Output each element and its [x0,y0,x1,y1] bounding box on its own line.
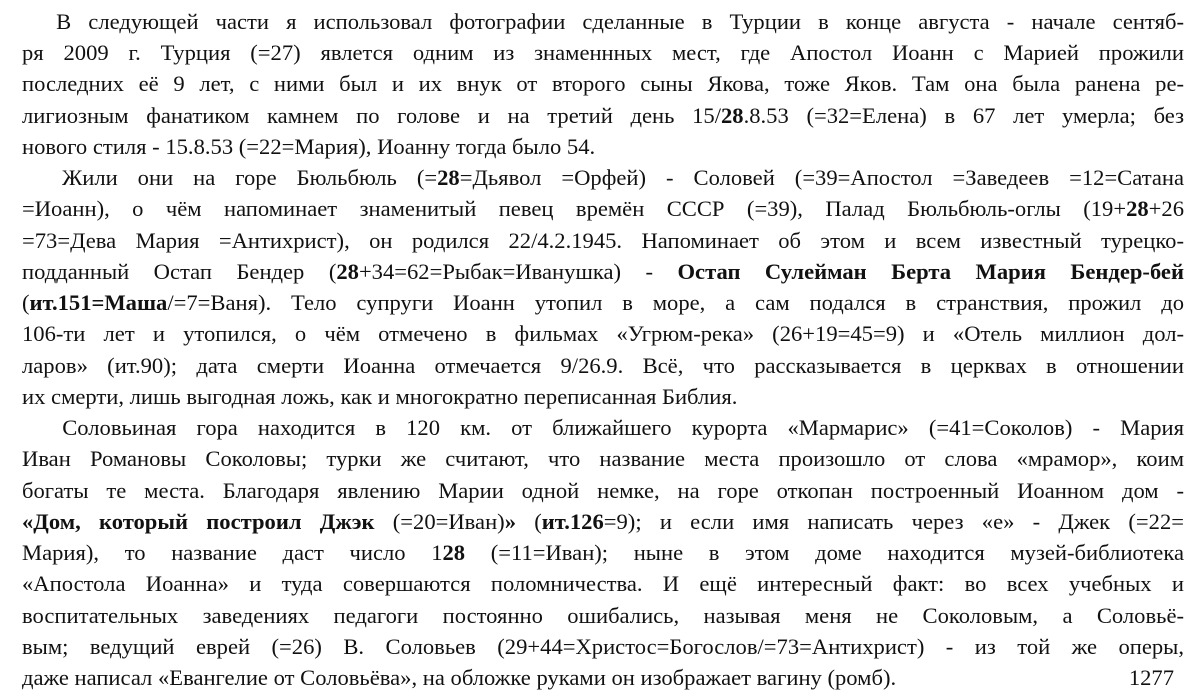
text-run: ря 2009 г. Турция (=27) явлется одним из знаменнных мест, где Апостол Иоанн с Марией прожили [22,40,1184,65]
text-line [22,662,1090,694]
text-run: нового стиля - 15.8.53 (=22=Мария), Иоанну тогда было 54. [22,134,596,159]
text-line [22,631,1184,663]
text-run: ларов» (ит.90); дата смерти Иоанна отмечается 9/26.9. Всё, что рассказывается в церквах в отношении [22,353,1184,378]
text-line [22,506,1184,538]
text-line [22,6,1184,38]
bold-text: ит.126 [541,509,604,534]
text-run: даже написал «Евангелие от Соловьёва», на обложке руками он изображает вагину (ромб). [22,665,897,690]
bold-text: ит.151=Маша [29,290,168,315]
text-run: (=20=Иван) [374,509,505,534]
text-run: «Апостола Иоанна» и туда совершаются поломничества. И ещё интересный факт: во всех учебных и [22,571,1184,596]
text-run: =9); и если имя написать через «е» - Джек (=22= [603,509,1184,534]
text-run: +26 [1148,196,1184,221]
text-run: Мария), то название даст число 1 [22,540,443,565]
bold-text: Остап Сулейман Берта Мария Бендер-бей [677,259,1184,284]
bold-text: 28 [720,103,744,128]
text-run: +34=62=Рыбак=Иванушка) - [358,259,678,284]
bold-text: 28 [336,259,359,284]
bold-text: 28 [437,165,460,190]
bold-text: «Дом, который построил Джэк [22,509,375,534]
text-line [22,443,1184,475]
text-run: .8.53 (=32=Елена) в 67 лет умерла; без [743,103,1184,128]
text-line [22,287,1184,319]
text-run: Жили они на горе Бюльбюль (= [22,165,438,190]
text-run: =Иоанн), о чём напоминает знаменитый певец времён СССР (=39), Палад Бюльбюль-оглы (19+ [22,196,1127,221]
text-run: богаты те места. Благодаря явлению Марии одной немке, на горе откопан построенный Иоанном дом - [22,478,1184,503]
text-line [22,193,1184,225]
text-line [22,37,1184,69]
text-line [22,350,1184,382]
text-line [22,256,1184,288]
text-run: =Дьявол =Орфей) - Соловей (=39=Апостол =Заведеев =12=Сатана [459,165,1184,190]
text-run: ( [516,509,542,534]
bold-text: » [504,509,516,534]
text-run: Соловьиная гора находится в 120 км. от ближайшего курорта «Мармарис» (=41=Соколов) - Мария [22,415,1184,440]
text-line [22,318,1184,350]
text-line [22,100,1184,132]
text-line [22,568,1184,600]
page-number: 1277 [1128,665,1174,690]
bold-text: 28 [442,540,466,565]
text-run: ( [22,290,30,315]
text-run: /=7=Ваня). Тело супруги Иоанн утопил в море, а сам подался в странствия, прожил до [167,290,1184,315]
text-line [22,131,1184,163]
text-line [22,600,1184,632]
bold-text: 28 [1126,196,1149,221]
text-run: последних её 9 лет, с ними был и их внук от второго сыны Якова, тоже Яков. Там она была ранена ре- [22,71,1184,96]
text-line [22,475,1184,507]
text-run: их смерти, лишь выгодная ложь, как и многократно переписанная Библия. [22,384,738,409]
text-line [22,412,1184,444]
text-run: =73=Дева Мария =Антихрист), он родился 22/4.2.1945. Напоминает об этом и всем известный турецко- [22,228,1184,253]
text-run: Иван Романовы Соколовы; турки же считают, что название места произошло от слова «мрамор», коим [22,446,1184,471]
text-line [22,225,1184,257]
text-line [22,162,1184,194]
text-run: вым; ведущий еврей (=26) В. Соловьев (29+44=Христос=Богослов/=73=Антихрист) - из той же оперы, [22,634,1184,659]
text-run: 106-ти лет и утопился, о чём отмечено в фильмах «Угрюм-река» (26+19=45=9) и «Отель миллион дол- [22,321,1184,346]
text-line [22,537,1184,569]
text-run: подданный Остап Бендер ( [22,259,337,284]
text-run: лигиозным фанатиком камнем по голове и на третий день 15/ [22,103,721,128]
text-line [22,381,1184,413]
text-run: В следующей части я использовал фотографии сделанные в Турции в конце августа - начале сентяб- [22,9,1184,34]
text-run: (=11=Иван); ныне в этом доме находится музей-библиотека [465,540,1184,565]
text-run: воспитательных заведениях педагоги постоянно ошибались, называя меня не Соколовым, а Соловьё- [22,603,1184,628]
text-line [22,68,1184,100]
